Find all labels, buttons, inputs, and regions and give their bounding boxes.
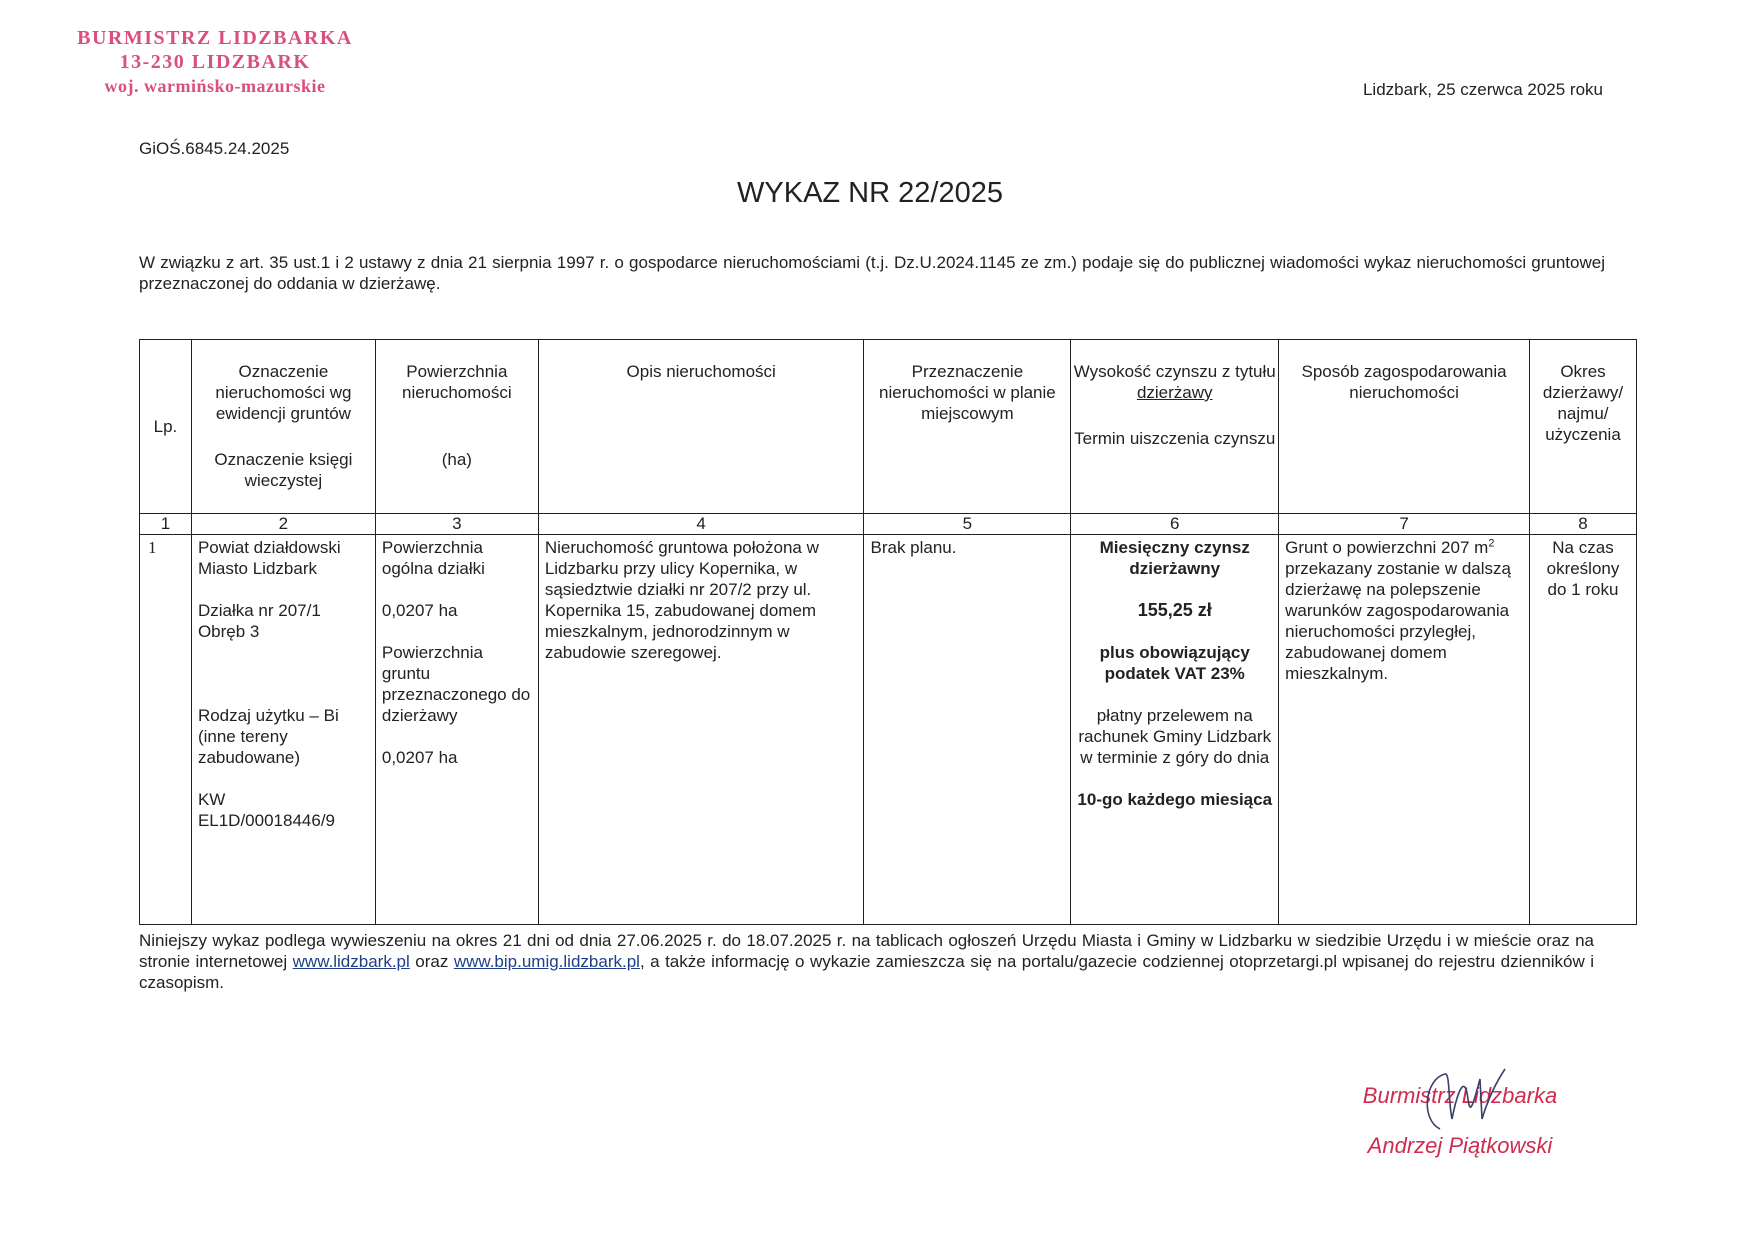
column-number: 4	[538, 514, 864, 535]
header-col-6	[1071, 340, 1279, 514]
column-number: 8	[1529, 514, 1636, 535]
stamp-line-2: 13-230 LIDZBARK	[119, 51, 311, 73]
footer-paragraph	[139, 930, 1594, 993]
cell-development	[1279, 535, 1530, 925]
signature-name: Andrzej Piątkowski	[1367, 1133, 1553, 1158]
header-col-3-bottom: (ha)	[441, 450, 472, 469]
header-col-5	[864, 340, 1071, 514]
reference-number: GiOŚ.6845.24.2025	[139, 139, 290, 158]
development-text-start: Grunt o powierzchni 207 m	[1285, 538, 1489, 557]
column-number: 5	[864, 514, 1071, 535]
header-col-6-top-text: Wysokość czynszu z tytułu	[1073, 362, 1276, 381]
cell-lease-period: Na czas określony do 1 roku	[1529, 535, 1636, 925]
header-col-7-label: Sposób zagospodarowania nieruchomości	[1301, 362, 1507, 402]
cell-description: Nieruchomość gruntowa położona w Lidzbarku przy ulicy Kopernika, w sąsiedztwie działki nr 207/2 przy ul. Kopernika 15, zabudowanej domem mieszkalnym, jednorodzinnym w zabudowie szeregowej.	[538, 535, 864, 925]
cell-land-designation	[191, 535, 375, 925]
intro-paragraph: W związku z art. 35 ust.1 i 2 ustawy z dnia 21 sierpnia 1997 r. o gospodarce nieruchomościami (t.j. Dz.U.2024.1145 ze zm.) podaje się do publicznej wiadomości wykaz nieruchomości gruntowej przeznaczonej do oddania w dzierżawę.	[139, 253, 1605, 293]
header-col-6-top	[1071, 361, 1278, 403]
footer-text-1: Niniejszy wykaz podlega wywieszeniu na okres 21 dni od dnia 27.06.2025 r. do 18.07.2025 r. na tablicach ogłoszeń Urzędu Miasta i Gminy w Lidzbarku w siedzibie Urzędu i w mieście oraz na stronie internetowej	[139, 931, 1594, 971]
stamp-line-1: BURMISTRZ LIDZBARKA	[77, 27, 353, 49]
payment-due-text: 10-go każdego miesiąca	[1077, 790, 1273, 809]
header-col-8	[1529, 340, 1636, 514]
column-number: 2	[191, 514, 375, 535]
stamp-line-3: woj. warmińsko-mazurskie	[104, 76, 326, 96]
page-title: WYKAZ NR 22/2025	[737, 177, 1003, 209]
header-lp-label: Lp.	[153, 417, 178, 436]
land-register-label: KW	[197, 790, 226, 809]
header-col-4	[538, 340, 864, 514]
table-row	[140, 535, 1637, 925]
lidzbark-website-link[interactable]: www.lidzbark.pl	[292, 952, 410, 971]
town-text: Miasto Lidzbark	[197, 559, 317, 578]
footer-text-3: , a także informację o wykazie zamieszcza się na portalu/gazecie codziennej otoprzetargi.pl wpisanej do rejestru dzienników i czasopism.	[139, 952, 1594, 992]
vat-text: plus obowiązujący podatek VAT 23%	[1099, 643, 1250, 683]
rent-amount: 155,25 zł	[1137, 600, 1212, 620]
rent-label: Miesięczny czynsz dzierżawny	[1099, 538, 1250, 578]
header-col-5-label: Przeznaczenie nieruchomości w planie miejscowym	[879, 362, 1056, 423]
header-col-4-label: Opis nieruchomości	[626, 362, 776, 381]
cell-area	[375, 535, 538, 925]
header-col-2	[191, 340, 375, 514]
header-col-3-top: Powierzchnia nieruchomości	[402, 362, 512, 402]
column-number: 3	[375, 514, 538, 535]
column-number: 7	[1279, 514, 1530, 535]
lease-area-value: 0,0207 ha	[381, 748, 458, 767]
total-area-value: 0,0207 ha	[381, 601, 458, 620]
county-text: Powiat działdowski	[197, 538, 341, 557]
payment-terms-text: płatny przelewem na rachunek Gminy Lidzbark w terminie z góry do dnia	[1078, 706, 1272, 767]
header-col-3	[375, 340, 538, 514]
document-date: Lidzbark, 25 czerwca 2025 roku	[1362, 80, 1603, 99]
header-col-6-top-underlined: dzierżawy	[1136, 383, 1213, 402]
column-number: 1	[140, 514, 192, 535]
handwritten-signature-icon	[1410, 1059, 1510, 1139]
lease-area-label: Powierzchnia gruntu przeznaczonego do dzierżawy	[381, 643, 531, 725]
column-number-row	[140, 514, 1637, 535]
bip-website-link[interactable]: www.bip.umig.lidzbark.pl	[453, 952, 640, 971]
cell-lp: 1	[140, 535, 192, 925]
development-text-end: przekazany zostanie w dalszą dzierżawę na polepszenie warunków zagospodarowania nieruchomości przyległej, zabudowanej domem mieszkalnym.	[1285, 559, 1511, 683]
land-use-text: Rodzaj użytku – Bi (inne tereny zabudowane)	[197, 706, 339, 767]
header-col-6-bottom: Termin uiszczenia czynszu	[1074, 429, 1276, 448]
header-lp	[140, 340, 192, 514]
header-col-8-label: Okres dzierżawy/ najmu/ użyczenia	[1542, 362, 1624, 444]
cell-rent	[1071, 535, 1279, 925]
header-col-7	[1279, 340, 1530, 514]
signature-block	[1340, 1071, 1580, 1171]
land-register-number: EL1D/00018446/9	[197, 811, 335, 830]
header-col-2-bottom: Oznaczenie księgi wieczystej	[214, 450, 353, 490]
property-table	[139, 339, 1637, 925]
footer-text-2: oraz	[409, 952, 454, 971]
official-stamp	[70, 26, 360, 98]
precinct-text: Obręb 3	[197, 622, 260, 641]
header-col-2-top: Oznaczenie nieruchomości wg ewidencji gruntów	[215, 362, 352, 423]
total-area-label: Powierzchnia ogólna działki	[381, 538, 485, 578]
signature-title: Burmistrz Lidzbarka	[1362, 1083, 1558, 1108]
column-number: 6	[1071, 514, 1279, 535]
plot-number-text: Działka nr 207/1	[197, 601, 321, 620]
table-header-row	[140, 340, 1637, 514]
development-superscript: 2	[1488, 537, 1495, 550]
cell-zoning: Brak planu.	[864, 535, 1071, 925]
